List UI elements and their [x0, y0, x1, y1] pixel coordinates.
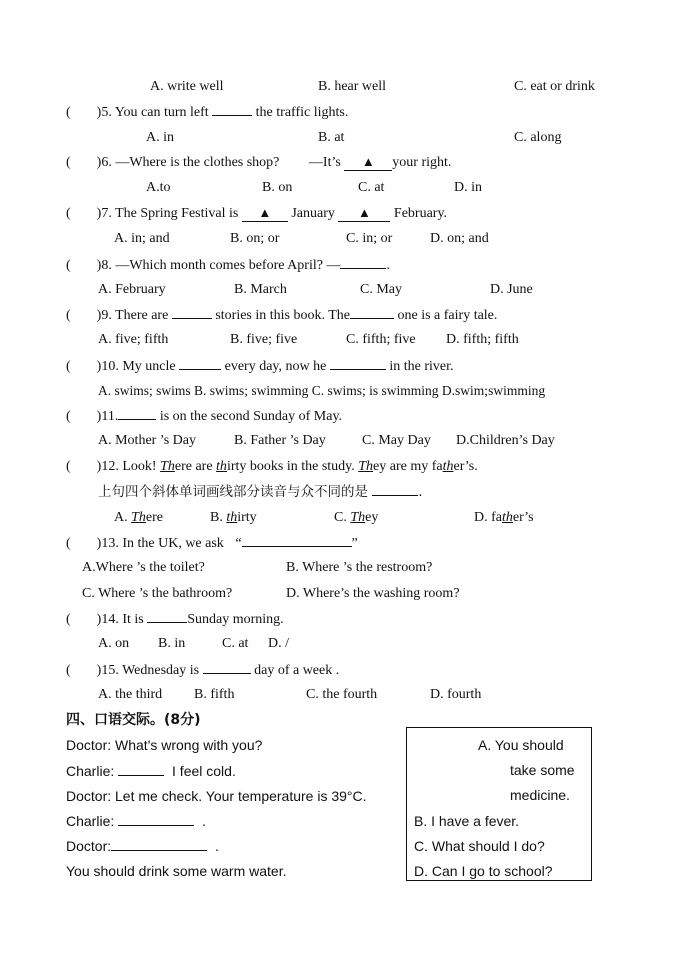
choice-a: A. You should [478, 737, 564, 753]
q12-option-a: A. There [114, 510, 164, 525]
answer-blank[interactable] [147, 610, 187, 623]
answer-paren: ( [66, 105, 71, 120]
answer-blank[interactable] [340, 256, 386, 269]
choice-a-cont: take some [510, 762, 575, 778]
q15-option-a: A. the third [98, 687, 163, 702]
q8-option-c: C. May [360, 282, 402, 297]
q12-option-b: B. thirty [210, 510, 257, 525]
answer-blank[interactable] [172, 306, 212, 319]
q11-question: ( )11. is on the second Sunday of May. [66, 409, 343, 424]
q6-option-c: C. at [358, 180, 385, 195]
answer-blank[interactable] [350, 306, 394, 319]
dialogue-line: Doctor: Let me check. Your temperature is 39°C. [66, 788, 367, 804]
answer-blank[interactable] [330, 357, 386, 370]
q6-option-a: A.to [146, 180, 171, 195]
q8-option-b: B. March [234, 282, 287, 297]
answer-paren: ( [66, 155, 71, 170]
q6-option-d: D. in [454, 180, 482, 195]
q11-option-b: B. Father ’s Day [234, 433, 326, 448]
q14-option-b: B. in [158, 636, 186, 651]
q6-option-b: B. on [262, 180, 293, 195]
q7-option-b: B. on; or [230, 231, 280, 246]
q7-question: ( )7. The Spring Festival is ▲ January ▲ February. [66, 205, 448, 221]
q4-option-a: A. write well [150, 79, 224, 94]
q8-option-a: A. February [98, 282, 166, 297]
answer-blank[interactable] [118, 407, 156, 420]
answer-paren: ( [66, 308, 71, 323]
answer-paren: ( [66, 359, 71, 374]
q13-option-a: A.Where ’s the toilet? [82, 560, 205, 575]
choice-a-cont: medicine. [510, 787, 570, 803]
answer-paren: ( [66, 612, 71, 627]
q5-option-b: B. at [318, 130, 345, 145]
q4-option-b: B. hear well [318, 79, 387, 94]
q5-option-a: A. in [146, 130, 174, 145]
q15-option-d: D. fourth [430, 687, 482, 702]
answer-blank[interactable] [111, 838, 207, 851]
choice-b: B. I have a fever. [414, 813, 520, 829]
answer-paren: ( [66, 206, 71, 221]
dialogue-line: You should drink some warm water. [66, 863, 287, 879]
answer-blank[interactable] [118, 763, 164, 776]
answer-blank[interactable] [118, 813, 194, 826]
dialogue-line: Doctor: . [66, 838, 219, 854]
triangle-blank[interactable]: ▲ [242, 205, 288, 222]
q13-question: ( )13. In the UK, we ask “ ” [66, 536, 358, 551]
q12-option-d: D. father’s [474, 510, 534, 525]
q11-option-a: A. Mother ’s Day [98, 433, 196, 448]
q6-question: ( )6. —Where is the clothes shop? —It’s ▲ your right. [66, 154, 452, 170]
q9-question: ( )9. There are stories in this book. The one is a fairy tale. [66, 308, 498, 323]
q14-option-d: D. / [268, 636, 289, 651]
answer-blank[interactable] [203, 661, 251, 674]
q4-option-c: C. eat or drink [514, 79, 595, 94]
q9-option-d: D. fifth; fifth [446, 332, 519, 347]
q15-question: ( )15. Wednesday is day of a week . [66, 663, 340, 678]
q13-option-b: B. Where ’s the restroom? [286, 560, 433, 575]
q10-options: A. swims; swims B. swims; swimming C. swims; is swimming D.swim;swimming [98, 383, 546, 398]
q8-option-d: D. June [490, 282, 533, 297]
q7-option-c: C. in; or [346, 231, 393, 246]
dialogue-line: Doctor: What's wrong with you? [66, 737, 263, 753]
q10-question: ( )10. My uncle every day, now he in the river. [66, 359, 454, 374]
q9-option-c: C. fifth; five [346, 332, 416, 347]
triangle-blank[interactable]: ▲ [338, 205, 390, 222]
q9-option-b: B. five; five [230, 332, 298, 347]
q7-option-a: A. in; and [114, 231, 170, 246]
q12-instruction: 上句四个斜体单词画线部分读音与众不同的是 . [98, 484, 423, 500]
answer-paren: ( [66, 459, 71, 474]
dialogue-line: Charlie: I feel cold. [66, 763, 236, 779]
q14-question: ( )14. It is Sunday morning. [66, 612, 284, 627]
q9-option-a: A. five; fifth [98, 332, 169, 347]
answer-blank[interactable] [372, 483, 418, 496]
q5-question: ( )5. You can turn left the traffic lights. [66, 105, 349, 120]
answer-paren: ( [66, 663, 71, 678]
q5-option-c: C. along [514, 130, 562, 145]
triangle-blank[interactable]: ▲ [344, 154, 392, 171]
answer-blank[interactable] [179, 357, 221, 370]
q8-question: ( )8. —Which month comes before April? — . [66, 258, 390, 273]
answer-blank[interactable] [242, 534, 352, 547]
dialogue-line: Charlie: . [66, 813, 206, 829]
choice-d: D. Can I go to school? [414, 863, 553, 879]
q11-option-c: C. May Day [362, 433, 431, 448]
answer-paren: ( [66, 536, 71, 551]
q14-option-a: A. on [98, 636, 130, 651]
choices-box [406, 727, 592, 881]
q14-option-c: C. at [222, 636, 249, 651]
q7-option-d: D. on; and [430, 231, 489, 246]
section-heading: 四、口语交际。(8分) [66, 712, 201, 728]
q15-option-c: C. the fourth [306, 687, 378, 702]
q13-option-c: C. Where ’s the bathroom? [82, 586, 233, 601]
q15-option-b: B. fifth [194, 687, 235, 702]
q12-question: ( )12. Look! There are thirty books in the study. They are my father’s. [66, 459, 478, 474]
q11-option-d: D.Children’s Day [456, 433, 555, 448]
choice-c: C. What should I do? [414, 838, 545, 854]
q12-option-c: C. They [334, 510, 379, 525]
answer-paren: ( [66, 258, 71, 273]
answer-paren: ( [66, 409, 71, 424]
q13-option-d: D. Where’s the washing room? [286, 586, 460, 601]
answer-blank[interactable] [212, 103, 252, 116]
